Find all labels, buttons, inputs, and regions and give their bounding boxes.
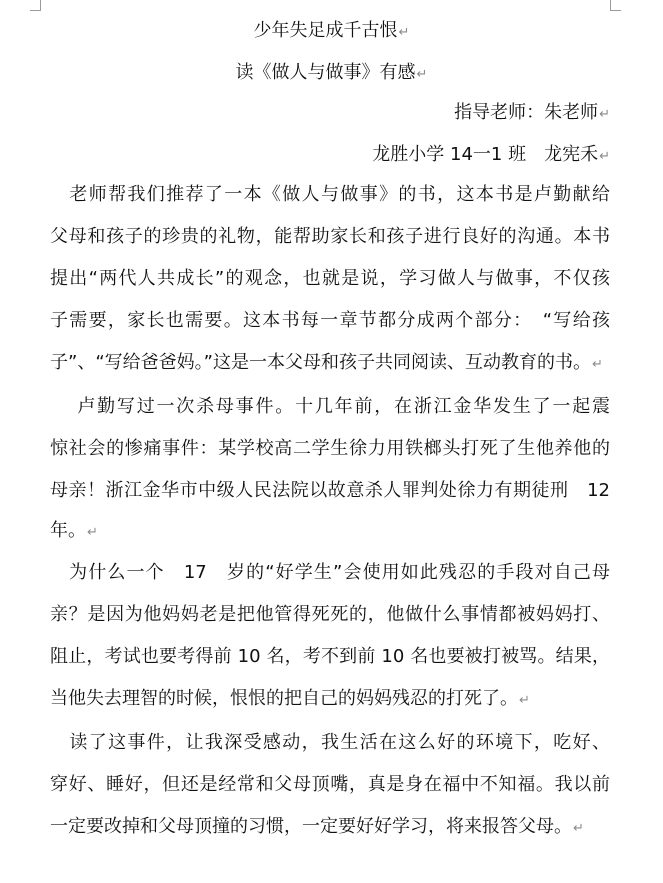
teacher-line: 指导老师：朱老师↵ <box>454 102 610 123</box>
body-line: 为什么一个 17 岁的“好学生”会使用如此残忍的手段对自己母 <box>50 562 610 583</box>
paragraph-mark: ↵ <box>573 821 584 836</box>
body-line: 子”、“写给爸爸妈。”这是一本父母和孩子共同阅读、互动教育的书。↵ <box>50 352 603 373</box>
body-line: 提出“两代人共成长”的观念，也就是说，学习做人与做事，不仅孩 <box>50 268 610 289</box>
body-line: 亲？是因为他妈妈老是把他管得死死的，他做什么事情都被妈妈打、 <box>50 604 610 625</box>
page-corner-mark <box>610 0 621 11</box>
body-line: 读了这事件，让我深受感动，我生活在这么好的环境下，吃好、 <box>50 732 610 753</box>
body-line: 当他失去理智的时候，恨恨的把自己的妈妈残忍的打死了。↵ <box>50 688 530 709</box>
document-title: 少年失足成千古恨↵ <box>253 20 410 41</box>
paragraph-mark: ↵ <box>398 25 410 40</box>
paragraph-mark: ↵ <box>87 525 98 540</box>
body-line: 老师帮我们推荐了一本《做人与做事》的书，这本书是卢勤献给 <box>50 184 610 205</box>
paragraph-mark: ↵ <box>591 357 603 372</box>
body-line: 惊社会的惨痛事件：某学校高二学生徐力用铁榔头打死了生他养他的 <box>50 438 610 459</box>
body-line: 母亲！浙江金华市中级人民法院以故意杀人罪判处徐力有期徒刑 12 <box>50 480 610 501</box>
body-line: 父母和孩子的珍贵的礼物，能帮助家长和孩子进行良好的沟通。本书 <box>50 226 610 247</box>
paragraph-mark: ↵ <box>519 693 530 708</box>
paragraph-mark: ↵ <box>599 149 610 164</box>
body-line: 年。↵ <box>50 520 98 541</box>
body-line: 阻止，考试也要考得前 10 名，考不到前 10 名也要被打被骂。结果， <box>50 646 610 667</box>
body-line: 卢勤写过一次杀母事件。十几年前，在浙江金华发生了一起震 <box>50 396 610 417</box>
paragraph-mark: ↵ <box>416 67 428 82</box>
author-line: 龙胜小学 14一1 班 龙宪禾↵ <box>372 144 610 165</box>
body-line: 一定要改掉和父母顶撞的习惯，一定要好好学习，将来报答父母。↵ <box>50 816 584 837</box>
body-line: 穿好、睡好，但还是经常和父母顶嘴，真是身在福中不知福。我以前 <box>50 774 610 795</box>
page-corner-mark <box>30 0 41 11</box>
body-line: 子需要，家长也需要。这本书每一章节都分成两个部分： “写给孩 <box>50 310 610 331</box>
paragraph-mark: ↵ <box>599 107 610 122</box>
document-subtitle: 读《做人与做事》有感↵ <box>235 62 428 83</box>
